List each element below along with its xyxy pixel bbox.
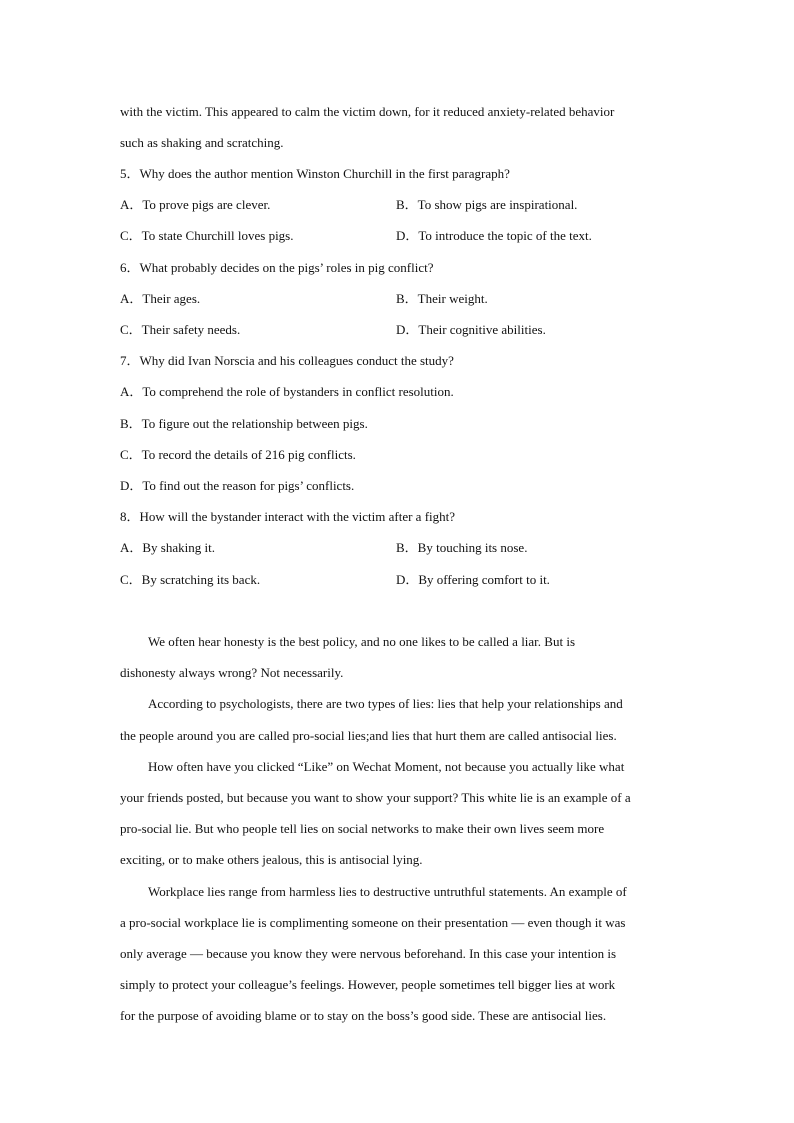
question-7-option-d: D．To find out the reason for pigs’ conflicts. [120,478,355,493]
passage-line: According to psychologists, there are two types of lies: lies that help your relationships and [148,696,623,711]
passage-line: exciting, or to make others jealous, this is antisocial lying. [120,852,423,867]
question-8-option-a: A．By shaking it. [120,540,215,555]
question-6-option-a: A．Their ages. [120,291,201,306]
question-7-option-b: B．To figure out the relationship between pigs. [120,416,368,431]
question-6-stem: 6．What probably decides on the pigs’ roles in pig conflict? [120,260,434,275]
question-8-stem: 8．How will the bystander interact with the victim after a fight? [120,509,456,524]
passage-line: for the purpose of avoiding blame or to stay on the boss’s good side. These are antisocial lies. [120,1008,607,1023]
question-8-option-d: D．By offering comfort to it. [396,572,550,587]
question-5-stem: 5．Why does the author mention Winston Churchill in the first paragraph? [120,166,510,181]
passage-line: We often hear honesty is the best policy, and no one likes to be called a liar. But is [148,634,576,649]
passage-line: your friends posted, but because you want to show your support? This white lie is an example of a [120,790,631,805]
passage-line: with the victim. This appeared to calm the victim down, for it reduced anxiety-related behavior [120,104,615,119]
passage-line: Workplace lies range from harmless lies to destructive untruthful statements. An example of [148,884,627,899]
question-7-stem: 7．Why did Ivan Norscia and his colleagues conduct the study? [120,353,454,368]
question-7-option-a: A．To comprehend the role of bystanders in conflict resolution. [120,384,454,399]
passage-line: a pro-social workplace lie is complimenting someone on their presentation — even though it was [120,915,626,930]
passage-line: How often have you clicked “Like” on Wechat Moment, not because you actually like what [148,759,625,774]
question-5-option-a: A．To prove pigs are clever. [120,197,271,212]
question-5-option-d: D．To introduce the topic of the text. [396,228,592,243]
passage-line: simply to protect your colleague’s feelings. However, people sometimes tell bigger lies at work [120,977,616,992]
passage-line: pro-social lie. But who people tell lies on social networks to make their own lives seem more [120,821,605,836]
question-8-option-b: B．By touching its nose. [396,540,528,555]
question-5-option-c: C．To state Churchill loves pigs. [120,228,294,243]
question-5-option-b: B．To show pigs are inspirational. [396,197,578,212]
question-6-option-c: C．Their safety needs. [120,322,241,337]
passage-line: the people around you are called pro-social lies;and lies that hurt them are called antisocial lies. [120,728,617,743]
question-8-option-c: C．By scratching its back. [120,572,261,587]
passage-line: such as shaking and scratching. [120,135,284,150]
question-6-option-b: B．Their weight. [396,291,488,306]
passage-line: only average — because you know they were nervous beforehand. In this case your intention is [120,946,617,961]
question-7-option-c: C．To record the details of 216 pig conflicts. [120,447,356,462]
question-6-option-d: D．Their cognitive abilities. [396,322,546,337]
passage-line: dishonesty always wrong? Not necessarily. [120,665,344,680]
